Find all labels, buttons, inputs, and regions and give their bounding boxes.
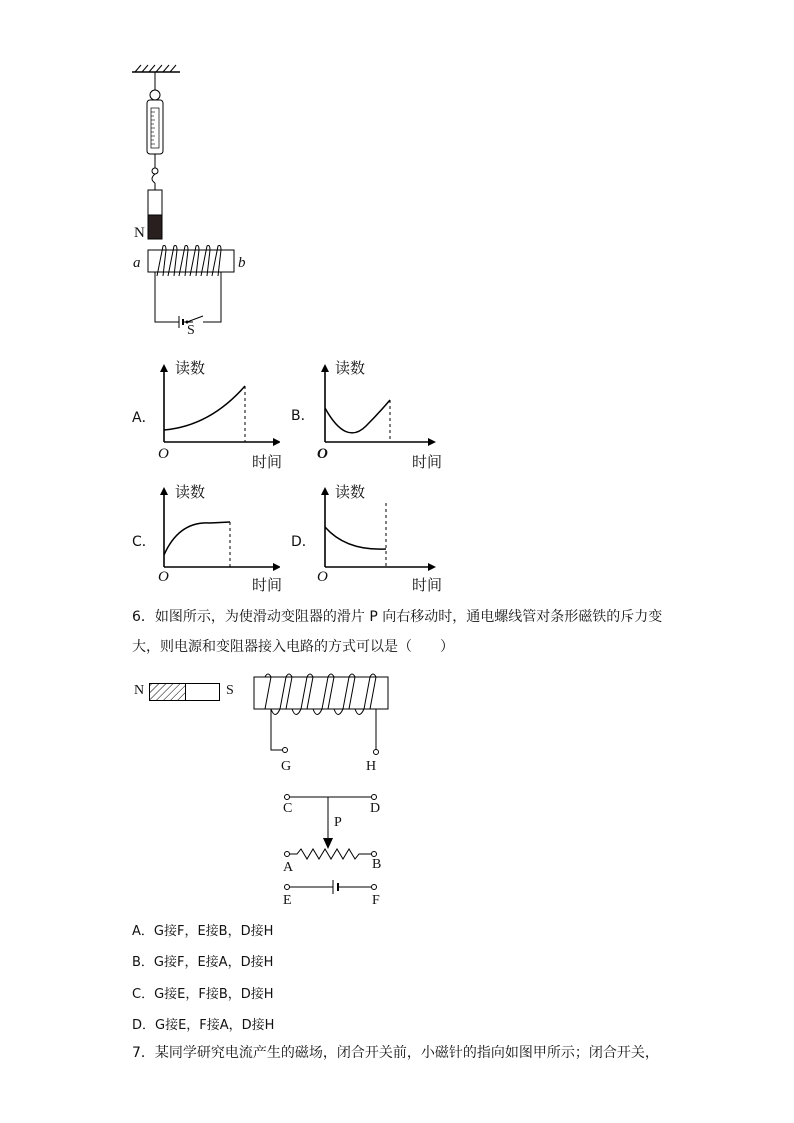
graph-d-xlabel: 时间 <box>412 576 443 594</box>
option-a-text: G接F，E接B，D接H <box>153 924 274 939</box>
bar-magnet <box>148 680 223 704</box>
graph-c-ylabel: 读数 <box>175 483 206 501</box>
magnet-pole-n-label: N <box>134 225 145 241</box>
option-b-label: B． <box>291 408 315 424</box>
bar-magnet-s-label: S <box>226 683 234 698</box>
terminal-d-label: D <box>370 801 381 816</box>
terminal-g-label: G <box>281 759 292 774</box>
question-7-line-1: 7．某同学研究电流产生的磁场，闭合开关前，小磁针的指向如图甲所示；闭合开关， <box>132 1045 659 1061</box>
bar-magnet-n-label: N <box>134 683 145 698</box>
question-6-line-2: 大，则电源和变阻器接入电路的方式可以是（ ） <box>132 639 454 655</box>
terminal-c-label: C <box>283 801 293 816</box>
terminal-a-label: A <box>283 860 294 875</box>
spring-scale-figure <box>125 64 265 344</box>
option-d-label: D． <box>291 534 316 550</box>
question-6-option-a[interactable] <box>132 920 273 939</box>
terminal-e-label: E <box>283 893 292 908</box>
graph-b-ylabel: 读数 <box>335 359 366 377</box>
terminal-b-label: B <box>372 857 382 872</box>
option-c-label: C． <box>132 534 156 550</box>
graph-d-ylabel: 读数 <box>335 483 366 501</box>
graph-a-xlabel: 时间 <box>252 453 283 471</box>
graph-a <box>155 360 280 455</box>
question-6-option-c[interactable] <box>132 983 274 1002</box>
option-d-text: G接E，F接A，D接H <box>155 1018 275 1033</box>
option-a-label: A． <box>132 410 156 426</box>
slider-p-label: P <box>334 815 342 830</box>
solenoid-end-b-label: b <box>238 255 246 271</box>
graph-c <box>155 483 280 578</box>
option-d-letter: D． <box>132 1018 156 1033</box>
terminal-f-label: F <box>372 893 380 908</box>
graph-b-xlabel: 时间 <box>412 453 443 471</box>
option-c-letter: C． <box>132 987 155 1002</box>
option-b-letter: B． <box>132 955 154 970</box>
graph-a-origin: O <box>158 446 169 462</box>
question-6-line-1: 6．如图所示，为使滑动变阻器的滑片 P 向右移动时，通电螺线管对条形磁铁的斥力变 <box>132 609 663 625</box>
terminal-h-label: H <box>366 759 377 774</box>
graph-d-origin: O <box>317 569 328 585</box>
graph-b-origin: O <box>317 446 328 462</box>
solenoid-end-a-label: a <box>133 255 141 271</box>
graph-c-xlabel: 时间 <box>252 576 283 594</box>
switch-s-label: S <box>187 323 195 338</box>
option-a-letter: A． <box>132 924 154 939</box>
question-6-option-d[interactable] <box>132 1014 274 1033</box>
option-b-text: G接F，E接A，D接H <box>153 955 274 970</box>
graph-a-ylabel: 读数 <box>175 359 206 377</box>
graph-c-origin: O <box>158 569 169 585</box>
question-6-option-b[interactable] <box>132 951 273 970</box>
option-c-text: G接E，F接B，D接H <box>154 987 274 1002</box>
